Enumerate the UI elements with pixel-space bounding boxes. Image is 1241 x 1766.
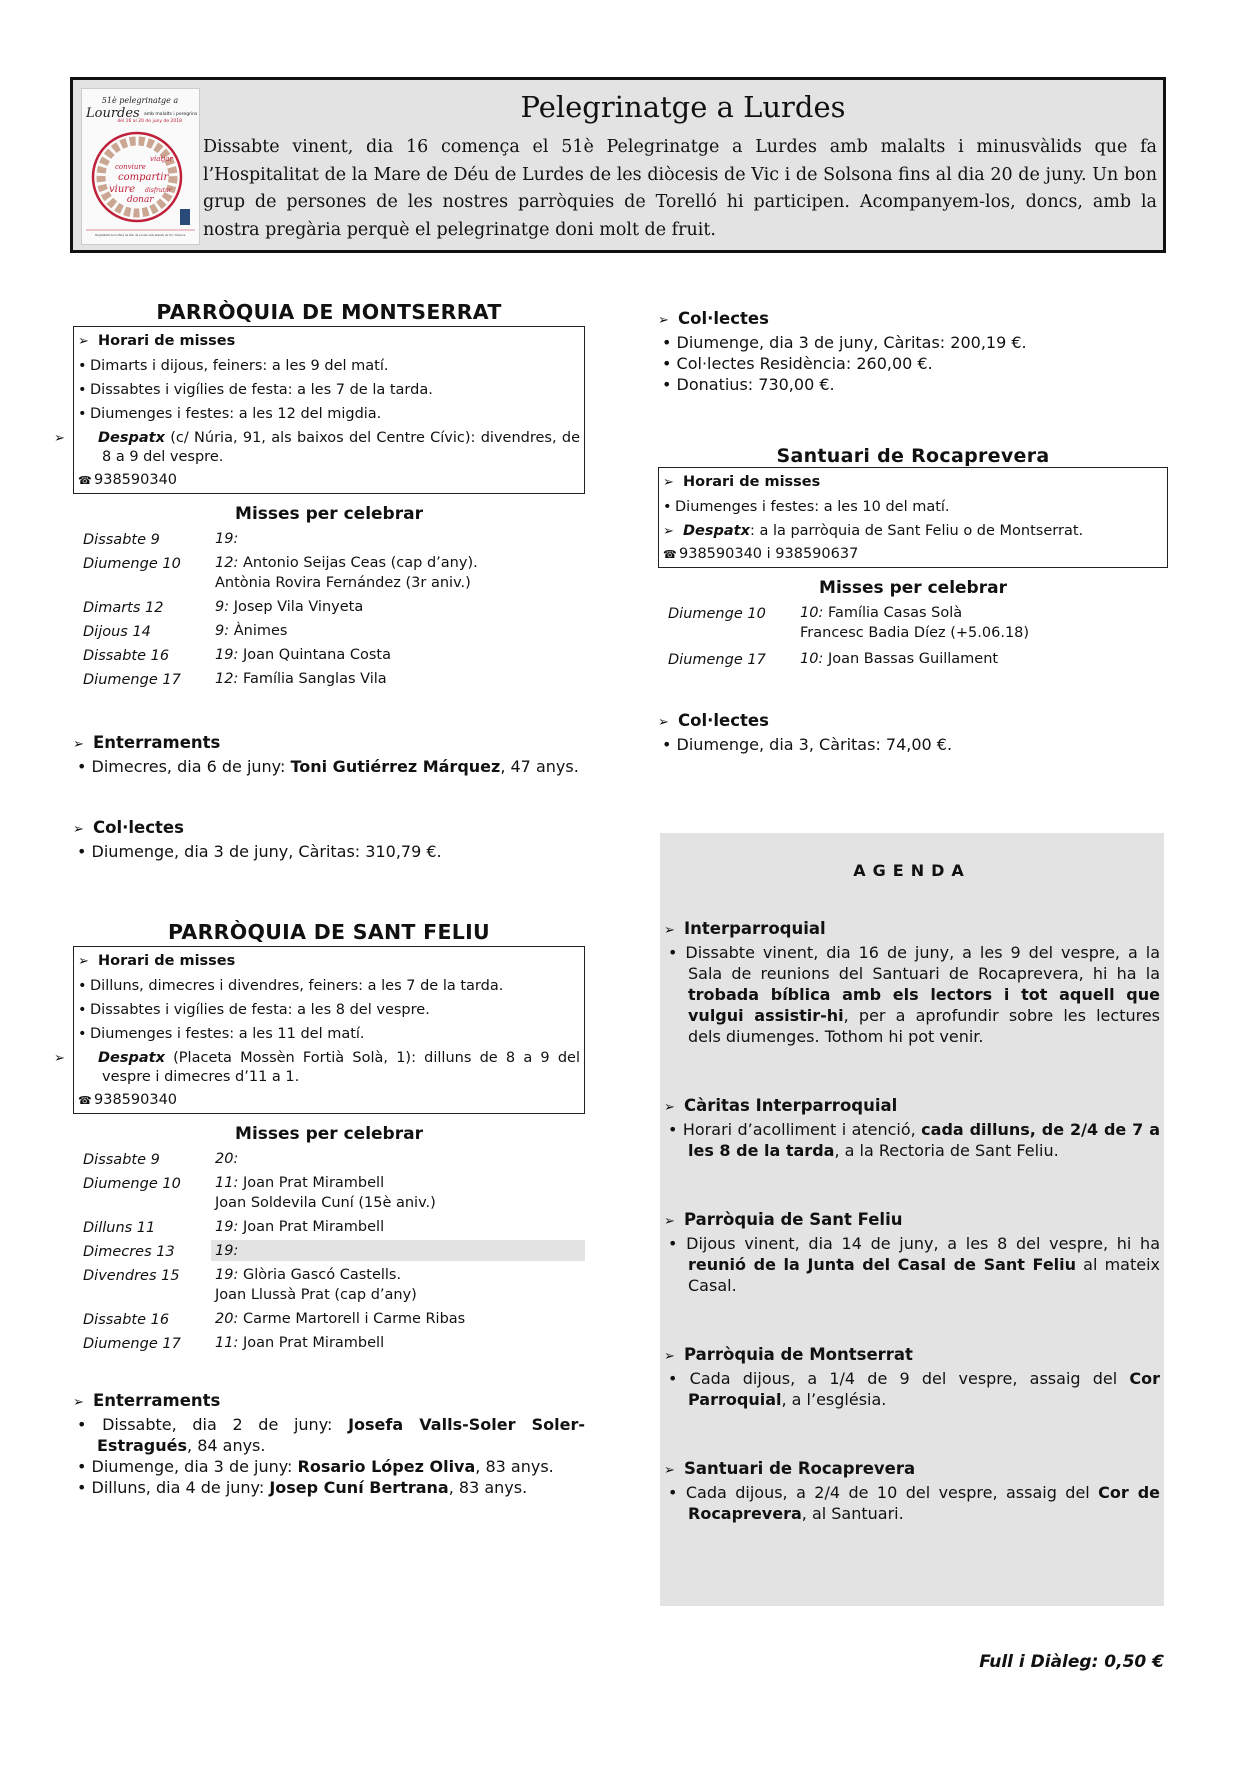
agenda-block [664,918,1160,1047]
collection-item [658,734,1168,755]
office-label: Despatx [98,430,165,446]
santfeliu-masses-title: Misses per celebrar [235,1124,423,1144]
mass-hour: 9: [215,599,230,615]
poster-graphic [82,89,199,244]
agenda-text: Cor Parroquial [688,1369,1160,1409]
mass-hour: 11: [215,1175,239,1191]
burial-name: Josefa Valls-Soler Soler-Estragués [97,1415,586,1455]
bullet-icon: • [78,978,87,994]
mass-hour: 12: [215,671,239,687]
rocaprevera-masses-title: Misses per celebrar [819,578,1007,598]
rocaprevera-masses-table [658,602,1168,672]
arrow-icon: ➢ [658,715,669,730]
poster-word: donar [127,195,154,205]
arrow-icon: ➢ [73,737,84,752]
bullet-icon: • [77,757,87,776]
mass-row [73,596,585,620]
arrow-icon: ➢ [663,475,674,490]
burial-date: Dissabte, dia 2 de juny: [102,1415,349,1434]
price-footer: Full i Diàleg: 0,50 € [979,1652,1164,1672]
collection-item [658,374,1168,395]
mass-day: Divendres 15 [83,1268,180,1284]
agenda-text: , a l’església. [781,1390,887,1409]
agenda-text: Cada dijous, a 2/4 de 10 del vespre, assaig del [685,1483,1099,1502]
agenda-title: AGENDA [853,861,971,880]
agenda-block [664,1095,1160,1161]
agenda-block [664,1209,1160,1296]
poster-word: disfrutar [145,187,172,194]
schedule-item: Dissabtes i vigílies de festa: a les 8 del vespre. [90,1002,430,1018]
mass-day: Dissabte 16 [83,648,170,664]
montserrat-schedule-box [54,326,585,494]
mass-row-highlighted [73,1240,585,1264]
bullet-icon: • [662,354,672,373]
burial-date: Dilluns, dia 4 de juny: [91,1478,270,1497]
agenda-text: Cada dijous, a 1/4 de 9 del vespre, assaig del [689,1369,1130,1388]
mass-hour: 20: [215,1151,239,1167]
burial-item [73,756,585,777]
agenda-item [664,942,1160,1047]
mass-intention: Família Sanglas Vila [238,671,387,687]
agenda-block-heading: Santuari de Rocaprevera [684,1459,916,1478]
schedule-item: Dimarts i dijous, feiners: a les 9 del matí. [90,358,389,374]
agenda-item [664,1368,1160,1410]
bullet-icon: • [78,406,87,422]
montserrat-title: PARRÒQUIA DE MONTSERRAT [156,300,502,324]
phone-icon: ☎ [78,1094,92,1107]
agenda-text: Dijous vinent, dia 14 de juny, a les 8 del vespre, hi ha [686,1234,1160,1253]
agenda-item [664,1119,1160,1161]
mass-row [73,552,585,596]
mass-row [73,620,585,644]
mass-intention: Joan Prat Mirambell [238,1175,385,1191]
mass-intention: Josep Vila Vinyeta [229,599,364,615]
arrow-icon: ➢ [73,1395,84,1410]
arrow-icon: ➢ [54,1051,65,1066]
agenda-block-heading: Parròquia de Sant Feliu [684,1210,903,1229]
burials-heading: Enterraments [93,1391,221,1410]
agenda-block-heading: Parròquia de Montserrat [684,1345,913,1364]
poster-word: viure [109,184,135,195]
left-column [54,300,586,1498]
burial-age: , 84 anys. [187,1436,266,1455]
mass-hour: 19: [215,1267,239,1283]
collection-text: Diumenge, dia 3 de juny, Càritas: 200,19 €. [676,333,1027,352]
mass-day: Dissabte 9 [83,1152,160,1168]
agenda-text: , a la Rectoria de Sant Feliu. [834,1141,1059,1160]
agenda-block-heading: Càritas Interparroquial [684,1096,898,1115]
mass-hour: 11: [215,1335,239,1351]
bullet-icon: • [77,1415,87,1434]
arrow-icon: ➢ [664,1100,675,1115]
bullet-icon: • [662,375,672,394]
collections-heading: Col·lectes [678,711,769,730]
mass-intention-2: Francesc Badia Díez (+5.06.18) [800,625,1030,641]
mass-intention: Família Casas Solà [823,605,963,621]
collection-item [73,841,585,862]
mass-intention-2: Joan Llussà Prat (cap d’any) [215,1287,417,1303]
bullet-icon: • [662,333,672,352]
poster-footer: Hospitalitat de la Mare de Déu de Lurdes dels bisbats de Vic i Solsona [94,234,186,237]
mass-intention: Carme Martorell i Carme Ribas [238,1311,466,1327]
bullet-icon: • [77,1478,87,1497]
bullet-icon: • [77,1457,87,1476]
agenda-block [664,1344,1160,1410]
bullet-icon: • [663,499,672,515]
arrow-icon: ➢ [73,822,84,837]
bullet-icon: • [668,1369,678,1388]
burial-item [73,1456,585,1477]
mass-hour: 9: [215,623,230,639]
schedule-heading: Horari de misses [98,333,236,349]
burial-age: , 83 anys. [448,1478,528,1497]
agenda-blocks [664,918,1160,1524]
schedule-item: Diumenges i festes: a les 10 del matí. [675,499,950,515]
mass-row [73,1264,585,1308]
rocaprevera-collections [658,710,1168,755]
santfeliu-masses-table [73,1148,585,1356]
office-text: : a la parròquia de Sant Feliu o de Montserrat. [749,523,1084,539]
burial-item [73,1414,585,1456]
mass-day: Dissabte 16 [83,1312,170,1328]
mass-day: Dimecres 13 [83,1244,175,1260]
bullet-icon: • [668,943,678,962]
bullet-icon: • [78,382,87,398]
mass-day: Diumenge 17 [83,672,181,688]
mass-row [73,1308,585,1332]
mass-intention: Joan Prat Mirambell [238,1335,385,1351]
agenda-text: al mateix Casal. [688,1255,1160,1295]
mass-row [73,1172,585,1216]
office-text: (Placeta Mossèn Fortià Solà, 1): dilluns de 8 a 9 del vespre i dimecres d’11 a 1. [102,1050,580,1085]
mass-intention: Joan Bassas Guillament [823,651,999,667]
agenda-text: Dissabte vinent, dia 16 de juny, a les 9 del vespre, a la Sala de reunions del Santuari de Rocaprevera, hi ha la [685,943,1160,983]
poster-word: conviure [115,163,146,171]
mass-day: Diumenge 17 [668,652,766,668]
mass-intention-2: Antònia Rovira Fernández (3r aniv.) [215,575,471,591]
rocaprevera-title: Santuari de Rocaprevera [776,445,1050,467]
phone-number: 938590340 i 938590637 [679,546,859,562]
arrow-icon: ➢ [78,954,89,969]
mass-intention: Ànimes [229,623,288,639]
mass-row [73,1332,585,1356]
agenda-text: reunió de la Junta del Casal de Sant Feliu [688,1255,1077,1274]
burial-name: Toni Gutiérrez Márquez [290,757,501,776]
mass-hour: 10: [800,605,824,621]
mass-day: Dijous 14 [83,624,151,640]
bullet-icon: • [668,1483,678,1502]
santfeliu-collections [658,308,1168,395]
schedule-item: Diumenges i festes: a les 12 del migdia. [90,406,382,422]
mass-hour: 19: [215,1219,239,1235]
poster-word: viatjar [150,155,173,163]
collection-item [658,332,1168,353]
agenda-item [664,1233,1160,1296]
bullet-icon: • [662,735,672,754]
mass-hour: 12: [215,555,239,571]
bullet-icon: • [668,1120,678,1139]
mass-day: Diumenge 10 [83,556,181,572]
mass-intention: Joan Prat Mirambell [238,1219,385,1235]
mass-day: Diumenge 17 [83,1336,181,1352]
agenda-text: , per a aprofundir sobre les lectures dels diumenges. Tothom hi pot venir. [688,1006,1161,1046]
schedule-heading: Horari de misses [98,953,236,969]
banner-text: Dissabte vinent, dia 16 comença el 51è Pelegrinatge a Lurdes amb malalts i minusvàlids que fa l’Hospitalitat de la Mare de Déu de Lurdes de les diòcesis de Vic i de Solsona fins al dia 20 de juny. Un bon grup de persones de les nostres parròquies de Torelló hi participen. Acompanyem-los, doncs, amb la nostra pregària perquè el pelegrinatge doni molt de fruit. [203,137,1157,240]
mass-intention: Joan Quintana Costa [238,647,391,663]
mass-row [73,528,585,552]
mass-day: Diumenge 10 [668,606,766,622]
santfeliu-schedule-box [54,946,585,1114]
mass-hour: 20: [215,1311,239,1327]
mass-hour: 10: [800,651,824,667]
collections-heading: Col·lectes [678,309,769,328]
mass-day: Diumenge 10 [83,1176,181,1192]
schedule-item: Dissabtes i vigílies de festa: a les 7 de la tarda. [90,382,433,398]
montserrat-collections [73,817,585,862]
arrow-icon: ➢ [663,524,674,539]
collection-text: Diumenge, dia 3 de juny, Càritas: 310,79 €. [91,842,442,861]
agenda-text: , al Santuari. [801,1504,904,1523]
pilgrimage-poster-image [81,88,200,245]
burial-date: Dimecres, dia 6 de juny: [91,757,291,776]
mass-row [73,644,585,668]
agenda-text: trobada bíblica amb els lectors i tot aquell que vulgui assistir-hi [688,985,1160,1025]
phone-icon: ☎ [663,548,677,561]
burial-name: Rosario López Oliva [297,1457,476,1476]
mass-hour: 19: [215,647,239,663]
burial-age: , 83 anys. [475,1457,554,1476]
poster-line3: amb malalts i peregrins [144,112,198,117]
mass-row [658,648,1168,672]
mass-day: Dimarts 12 [83,600,164,616]
mass-hour: 19: [215,1243,239,1259]
lourdes-banner [70,77,1166,253]
bullet-icon: • [78,358,87,374]
arrow-icon: ➢ [78,334,89,349]
agenda-block-heading: Interparroquial [684,919,826,938]
bullet-icon: • [77,842,87,861]
burial-item [73,1477,585,1498]
agenda-text: Cor de Rocaprevera [688,1483,1160,1523]
poster-line4: del 16 al 20 de juny de 2018 [117,119,182,124]
bullet-icon: • [78,1026,87,1042]
mass-intention: Antonio Seijas Ceas (cap d’any). [238,555,478,571]
montserrat-masses-table [73,528,585,692]
banner-title: Pelegrinatge a Lurdes [520,90,846,124]
collection-text: Donatius: 730,00 €. [676,375,835,394]
poster-line2: Lourdes [86,106,140,121]
schedule-item: Diumenges i festes: a les 11 del matí. [90,1026,365,1042]
agenda-text: Horari d’acolliment i atenció, [682,1120,922,1139]
schedule-heading: Horari de misses [683,474,821,490]
bullet-icon: • [78,1002,87,1018]
montserrat-burials [73,732,585,777]
bullet-icon: • [668,1234,678,1253]
office-label: Despatx [683,523,750,539]
mass-day: Dissabte 9 [83,532,160,548]
burial-name: Josep Cuní Bertrana [269,1478,449,1497]
arrow-icon: ➢ [664,1463,675,1478]
right-column [658,300,1168,755]
mass-row [73,1216,585,1240]
collection-text: Diumenge, dia 3, Càritas: 74,00 €. [676,735,953,754]
office-text: (c/ Núria, 91, als baixos del Centre Cívic): divendres, de 8 a 9 del vespre. [102,430,580,465]
mass-row [658,602,1168,648]
santfeliu-burials [73,1390,585,1498]
mass-intention-2: Joan Soldevila Cuní (15è aniv.) [215,1195,436,1211]
mass-intention: Glòria Gascó Castells. [238,1267,402,1283]
arrow-icon: ➢ [664,1214,675,1229]
collection-text: Col·lectes Residència: 260,00 €. [676,354,933,373]
office-label: Despatx [98,1050,165,1066]
burial-age: , 47 anys. [500,757,579,776]
phone-icon: ☎ [78,474,92,487]
mass-hour: 19: [215,531,239,547]
montserrat-masses-title: Misses per celebrar [235,504,423,524]
phone-number: 938590340 [94,1092,178,1108]
agenda-panel [660,833,1164,1606]
collections-heading: Col·lectes [93,818,184,837]
phone-number: 938590340 [94,472,178,488]
agenda-block [664,1458,1160,1524]
arrow-icon: ➢ [54,431,65,446]
burials-heading: Enterraments [93,733,221,752]
rocaprevera-schedule-box [658,467,1168,568]
schedule-item: Dilluns, dimecres i divendres, feiners: a les 7 de la tarda. [90,978,504,994]
poster-line1: 51è pelegrinatge a [101,96,179,105]
mass-day: Dilluns 11 [83,1220,156,1236]
mass-row [73,1148,585,1172]
mass-row [73,668,585,692]
arrow-icon: ➢ [664,923,675,938]
santfeliu-title: PARRÒQUIA DE SANT FELIU [167,920,491,944]
agenda-text: cada dilluns, de 2/4 de 7 a les 8 de la tarda [688,1120,1161,1160]
arrow-icon: ➢ [658,313,669,328]
agenda-item [664,1482,1160,1524]
burial-date: Diumenge, dia 3 de juny: [91,1457,298,1476]
arrow-icon: ➢ [664,1349,675,1364]
poster-word: compartir [118,172,169,183]
collection-item [658,353,1168,374]
